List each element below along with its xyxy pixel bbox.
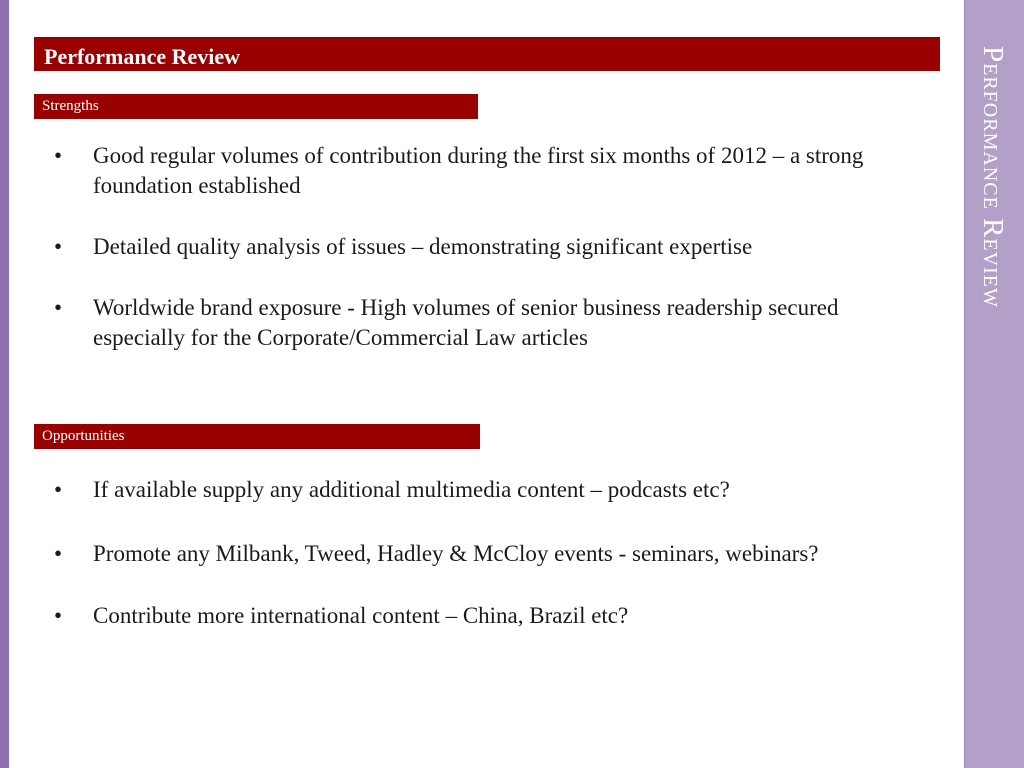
opportunities-list (54, 475, 914, 631)
bullet-icon: • (54, 143, 63, 168)
opportunity-text: Contribute more international content – China, Brazil etc? (93, 603, 629, 628)
bullet-icon: • (54, 295, 63, 320)
strengths-heading: Strengths (42, 98, 99, 114)
list-item (54, 293, 914, 353)
side-title: Performance Review (977, 46, 1009, 308)
strengths-header (34, 94, 478, 119)
list-item (54, 539, 914, 569)
slide-title: Performance Review (44, 44, 241, 69)
opportunity-text: Promote any Milbank, Tweed, Hadley & McCloy events - seminars, webinars? (93, 541, 819, 566)
opportunities-heading: Opportunities (42, 428, 125, 444)
bullet-icon: • (54, 477, 63, 502)
opportunity-text: If available supply any additional multimedia content – podcasts etc? (93, 477, 730, 502)
bullet-icon: • (54, 234, 63, 259)
list-item (54, 475, 914, 505)
strengths-list (54, 141, 914, 353)
left-accent-bar (0, 0, 9, 768)
list-item (54, 601, 914, 631)
title-bar (34, 37, 940, 71)
strength-text: Good regular volumes of contribution during the first six months of 2012 – a strong foundation established (93, 143, 864, 198)
bullet-icon: • (54, 541, 63, 566)
bullet-icon: • (54, 603, 63, 628)
list-item (54, 141, 914, 201)
opportunities-header (34, 424, 480, 449)
list-item (54, 232, 914, 262)
strength-text: Worldwide brand exposure - High volumes of senior business readership secured especially for the Corporate/Commercial Law articles (93, 295, 839, 350)
strength-text: Detailed quality analysis of issues – demonstrating significant expertise (93, 234, 753, 259)
